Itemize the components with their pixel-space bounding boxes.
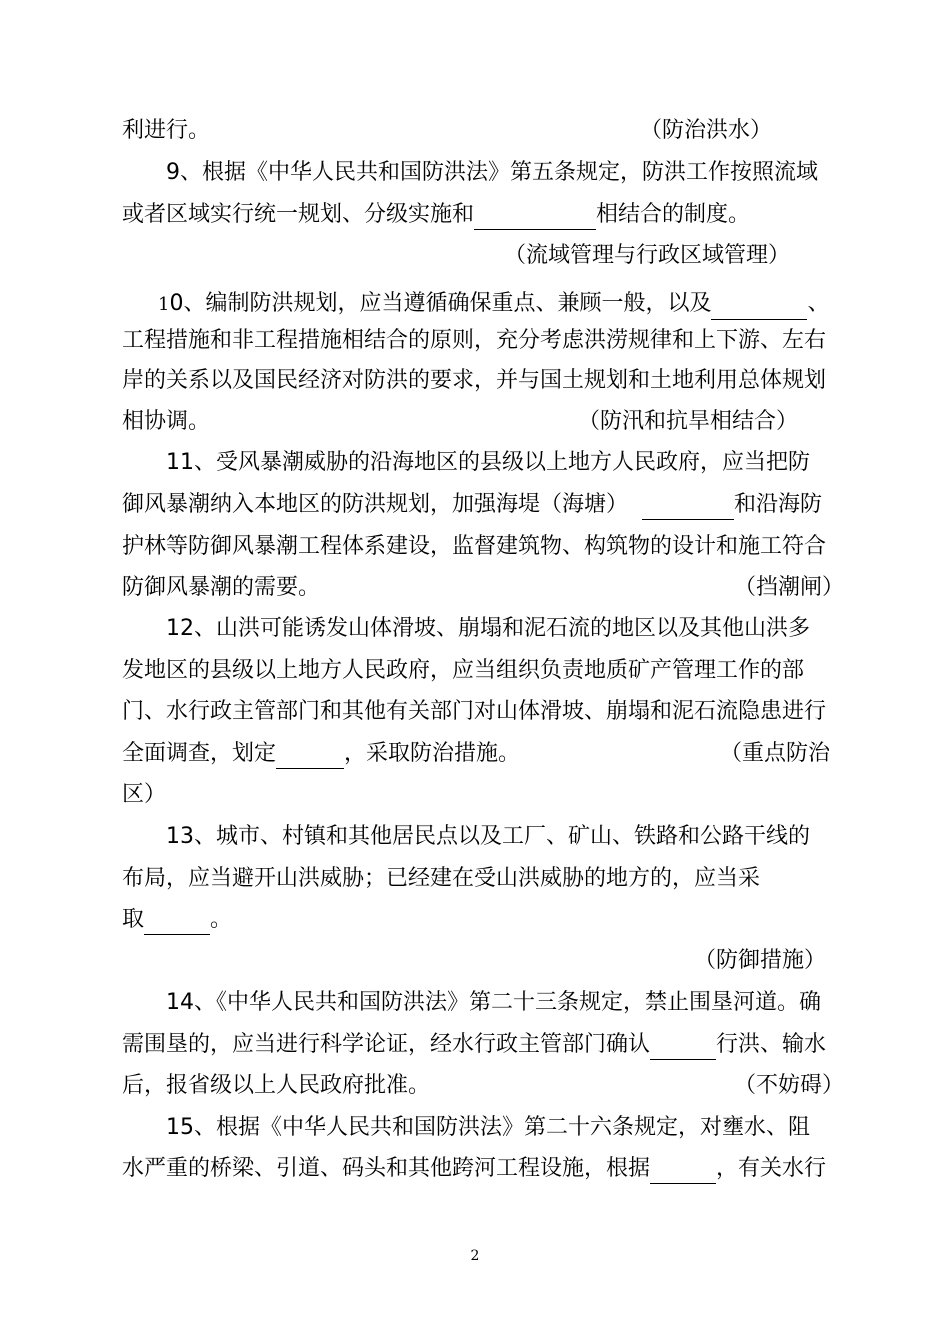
q12-blank — [276, 742, 344, 769]
q10-answer: （防汛和抗旱相结合） — [578, 409, 799, 434]
q14-blank — [650, 1033, 716, 1060]
q12-line4-tail: ，采取防治措施。 — [344, 741, 521, 766]
q8-answer: （防治洪水） — [640, 118, 773, 143]
q11-line2-text: 御风暴潮纳入本地区的防洪规划，加强海堤（海塘） — [122, 492, 629, 517]
q11-line1: 11、受风暴潮威胁的沿海地区的县级以上地方人民政府，应当把防 — [166, 450, 810, 475]
q13-line3-text: 取 — [122, 907, 145, 932]
q14-line2 — [122, 1030, 826, 1060]
q14-line2-text: 需围垦的，应当进行科学论证，经水行政主管部门确认 — [122, 1032, 651, 1057]
page-number: 2 — [470, 1248, 480, 1264]
q14-line1: 14、《中华人民共和国防洪法》第二十三条规定，禁止围垦河道。确 — [166, 990, 821, 1015]
q11-line2-tail: 和沿海防 — [734, 492, 823, 517]
q12-answer-part2: 区） — [122, 782, 167, 807]
q14-line2-tail: 行洪、输水 — [716, 1032, 827, 1057]
q10-blank — [711, 293, 807, 320]
q15-blank — [650, 1157, 716, 1184]
q15-line2-text: 水严重的桥梁、引道、码头和其他跨河工程设施，根据 — [122, 1156, 651, 1181]
q9-line1: 9、根据《中华人民共和国防洪法》第五条规定，防洪工作按照流域 — [166, 160, 818, 185]
q10-line3: 岸的关系以及国民经济对防洪的要求，并与国土规划和土地利用总体规划 — [122, 368, 827, 393]
q10-number-digit: 1 — [158, 294, 170, 315]
q8-line1: 利进行。 — [122, 118, 211, 143]
q10-line1-tail: 、 — [807, 291, 830, 316]
q13-answer: （防御措施） — [694, 948, 827, 973]
q12-line1: 12、山洪可能诱发山体滑坡、崩塌和泥石流的地区以及其他山洪多 — [166, 616, 810, 641]
q11-line4: 防御风暴潮的需要。 — [122, 575, 321, 600]
q12-line4-text: 全面调查，划定 — [122, 741, 277, 766]
q14-answer: （不妨碍） — [734, 1073, 845, 1098]
q13-line3 — [122, 905, 232, 935]
q10-line2: 工程措施和非工程措施相结合的原则，充分考虑洪涝规律和上下游、左右 — [122, 328, 827, 353]
q11-answer: （挡潮闸） — [734, 575, 845, 600]
q9-line2 — [122, 200, 750, 230]
q9-answer: （流域管理与行政区域管理） — [504, 243, 791, 268]
q15-line2 — [122, 1154, 826, 1184]
q12-line3: 门、水行政主管部门和其他有关部门对山体滑坡、崩塌和泥石流隐患进行 — [122, 699, 827, 724]
q10-line4: 相协调。 — [122, 409, 211, 434]
q10-line1-text: 0、编制防洪规划，应当遵循确保重点、兼顾一般，以及 — [169, 291, 712, 316]
q15-line2-tail: ，有关水行 — [716, 1156, 827, 1181]
q13-line1: 13、城市、村镇和其他居民点以及工厂、矿山、铁路和公路干线的 — [166, 824, 810, 849]
q13-blank — [144, 908, 210, 935]
q12-answer-part1: （重点防治 — [720, 741, 831, 766]
q10-line1 — [158, 289, 829, 320]
q13-line3-tail: 。 — [210, 907, 233, 932]
q11-line3: 护林等防御风暴潮工程体系建设，监督建筑物、构筑物的设计和施工符合 — [122, 534, 827, 559]
q9-blank — [474, 203, 596, 230]
q12-line4 — [122, 739, 520, 769]
q14-line3: 后，报省级以上人民政府批准。 — [122, 1073, 431, 1098]
q11-line2 — [122, 490, 822, 520]
q12-line2: 发地区的县级以上地方人民政府，应当组织负责地质矿产管理工作的部 — [122, 658, 805, 683]
q9-line2-text: 或者区域实行统一规划、分级实施和 — [122, 202, 475, 227]
q11-blank — [642, 493, 734, 520]
q13-line2: 布局，应当避开山洪威胁；已经建在受山洪威胁的地方的，应当采 — [122, 866, 761, 891]
q9-line2-tail: 相结合的制度。 — [596, 202, 751, 227]
q15-line1: 15、根据《中华人民共和国防洪法》第二十六条规定，对壅水、阻 — [166, 1115, 810, 1140]
